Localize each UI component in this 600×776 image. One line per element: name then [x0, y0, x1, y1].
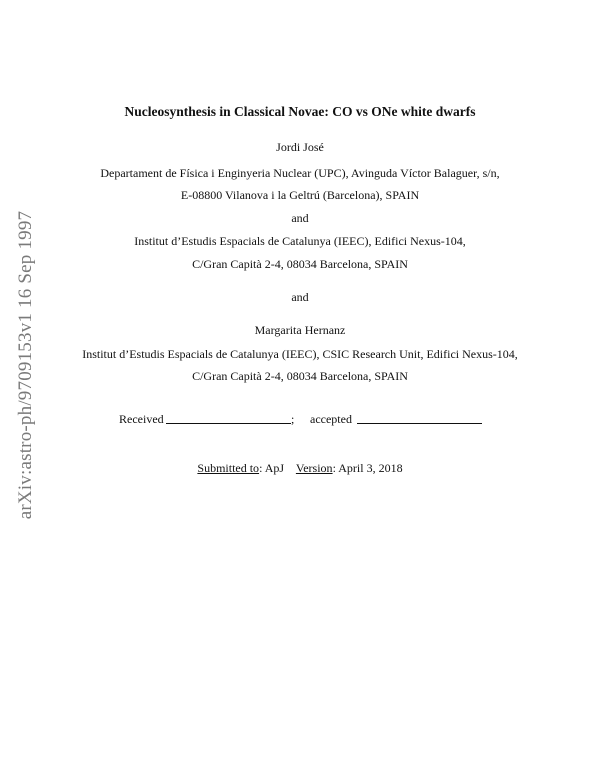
version-label: Version	[295, 461, 333, 475]
accepted-date-blank	[357, 423, 482, 424]
author1-affiliation-line-1: Departament de Física i Enginyeria Nuclear (UPC), Avinguda Víctor Balaguer, s/n,	[100, 166, 500, 180]
and-separator-2: and	[291, 290, 309, 304]
version-date: April 3, 2018	[338, 461, 403, 475]
paper-title: Nucleosynthesis in Classical Novae: CO vs ONe white dwarfs	[124, 104, 476, 119]
author1-affiliation2-line-1: Institut d’Estudis Espacials de Catalunya (IEEC), Edifici Nexus-104,	[134, 234, 466, 248]
arxiv-identifier-stamp: arXiv:astro-ph/9709153v1 16 Sep 1997	[15, 210, 36, 520]
submission-info-row	[0, 461, 600, 475]
submitted-colon: :	[259, 461, 263, 475]
journal-name: ApJ	[264, 461, 285, 475]
author2-affiliation-line-1: Institut d’Estudis Espacials de Catalunya (IEEC), CSIC Research Unit, Edifici Nexus-104,	[82, 347, 518, 361]
received-label: Received	[119, 412, 164, 426]
author1-affiliation-line-2: E-08800 Vilanova i la Geltrú (Barcelona), SPAIN	[180, 188, 420, 202]
author-name-2: Margarita Hernanz	[254, 323, 346, 337]
received-separator: ;	[291, 412, 295, 426]
author1-affiliation2-line-2: C/Gran Capità 2-4, 08034 Barcelona, SPAIN	[192, 257, 408, 271]
accepted-label: accepted	[310, 412, 352, 426]
received-date-blank	[166, 423, 291, 424]
author2-affiliation-line-2: C/Gran Capità 2-4, 08034 Barcelona, SPAIN	[192, 369, 408, 383]
submitted-to-label: Submitted to	[197, 461, 260, 475]
author-name-1: Jordi José	[276, 140, 324, 154]
and-separator-1: and	[291, 211, 309, 225]
version-colon: :	[332, 461, 336, 475]
